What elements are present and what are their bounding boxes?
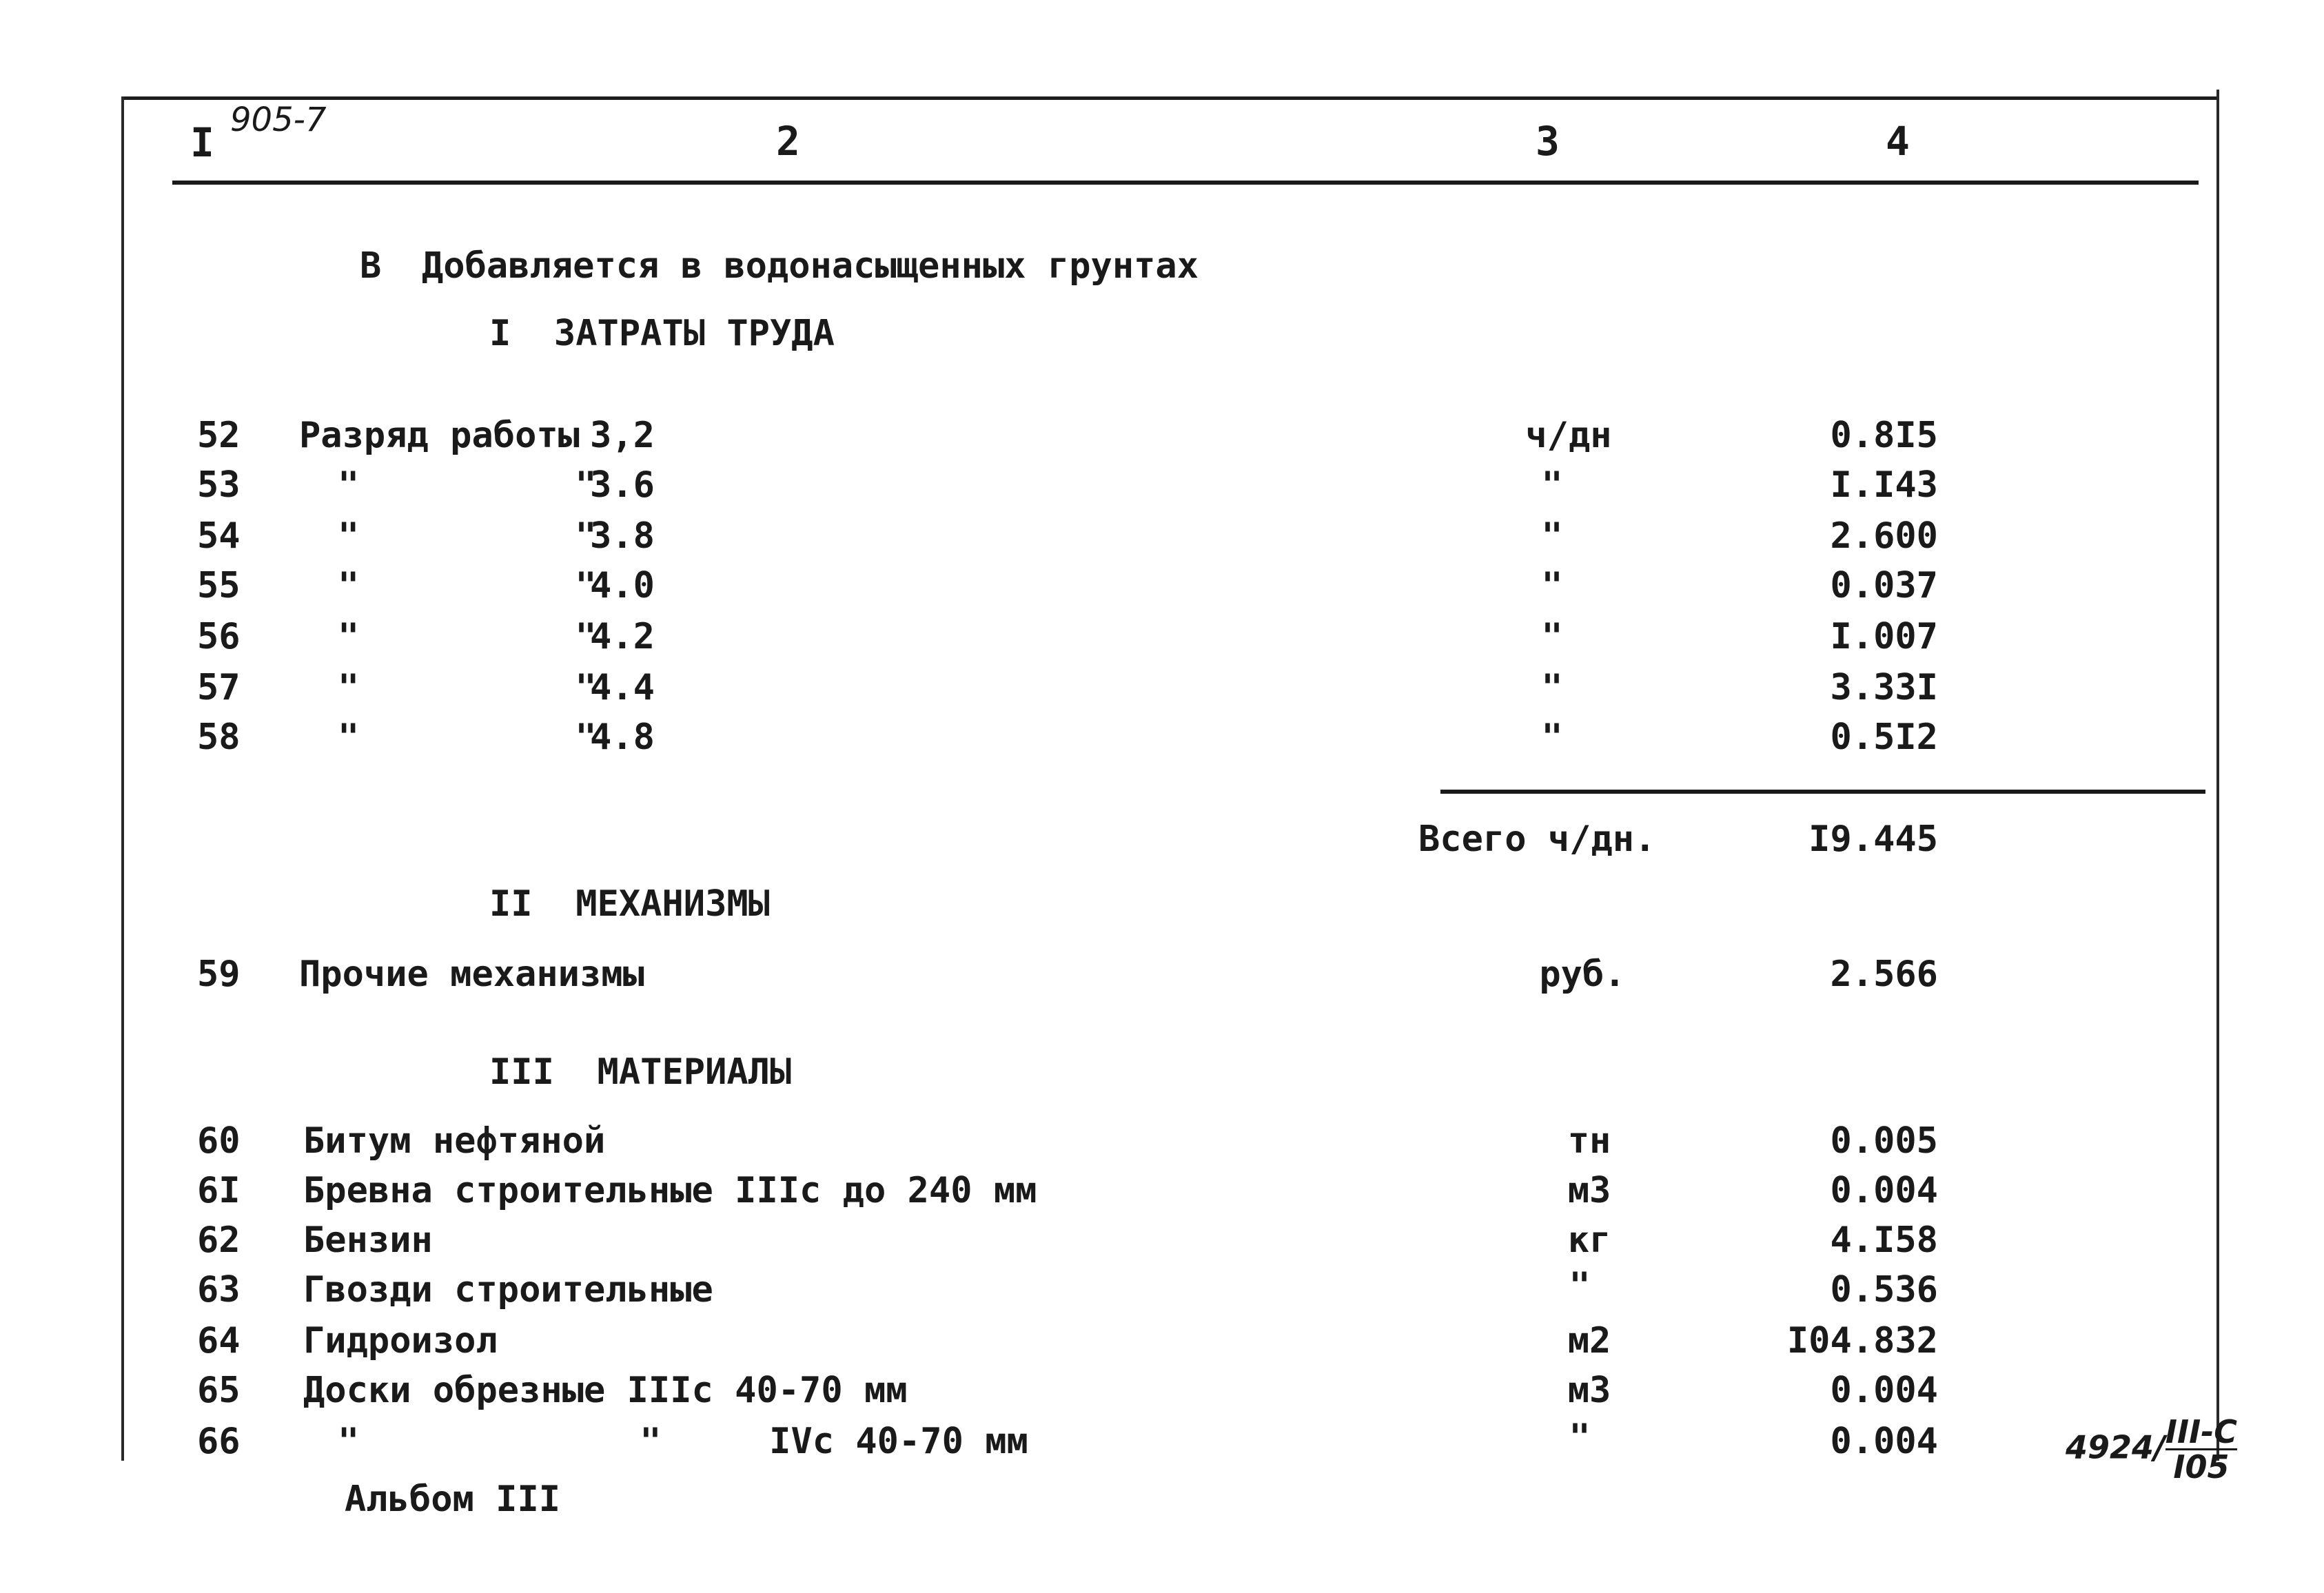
row-grade: 3.8 <box>590 515 655 557</box>
sheet-code-denominator: I05 <box>2173 1448 2230 1486</box>
row-value: 0.037 <box>1830 565 1938 606</box>
row-grade: 4.8 <box>590 717 655 758</box>
row-name: " " <box>338 717 597 758</box>
row-unit: " <box>1541 667 1563 708</box>
row-number: 63 <box>197 1269 241 1311</box>
frame-top-border <box>121 96 2219 100</box>
row-number: 55 <box>197 565 241 606</box>
section-letter: В <box>360 245 382 287</box>
row-value: 0.004 <box>1830 1421 1938 1462</box>
row-number: 56 <box>197 616 241 657</box>
row-grade: 3.6 <box>590 464 655 506</box>
row-grade: 3,2 <box>590 415 655 456</box>
sheet-code-numerator: III-C <box>2165 1413 2238 1450</box>
row-unit: " <box>1569 1417 1591 1458</box>
row-number: 64 <box>197 1320 241 1361</box>
row-unit: " <box>1541 515 1563 557</box>
row-name: Бензин <box>303 1220 433 1261</box>
row-number: 62 <box>197 1220 241 1261</box>
row-unit: м3 <box>1567 1370 1611 1411</box>
header-rule <box>172 181 2199 185</box>
row-value: 2.566 <box>1830 954 1938 995</box>
row-name: " " <box>338 464 597 506</box>
row-number: 53 <box>197 464 241 506</box>
row-unit: м3 <box>1567 1170 1611 1211</box>
labor-heading: I ЗАТРАТЫ ТРУДА <box>489 313 835 354</box>
sheet-code-prefix: 4924/ <box>2066 1428 2165 1466</box>
row-name: " " <box>338 565 597 606</box>
row-value: 4.I58 <box>1830 1220 1938 1261</box>
total-label: Всего ч/дн. <box>1418 819 1656 860</box>
row-name: Бревна строительные IIIс до 240 мм <box>303 1170 1037 1211</box>
row-grade: 4.4 <box>590 667 655 708</box>
row-name: Доски обрезные IIIс 40-70 мм <box>303 1370 908 1411</box>
row-value: 0.536 <box>1830 1269 1938 1311</box>
row-unit: " <box>1541 717 1563 758</box>
row-value: 0.004 <box>1830 1370 1938 1411</box>
row-unit: " <box>1541 565 1563 606</box>
mechanisms-heading: II МЕХАНИЗМЫ <box>489 883 770 925</box>
row-name: " " <box>338 616 597 657</box>
header-col4: 4 <box>1886 118 1910 165</box>
row-value: 0.004 <box>1830 1170 1938 1211</box>
row-unit: " <box>1541 616 1563 657</box>
row-value: 3.33I <box>1830 667 1938 708</box>
row-grade: 4.2 <box>590 616 655 657</box>
album-label: Альбом III <box>345 1479 561 1520</box>
row-value: I.007 <box>1830 616 1938 657</box>
row-name: " " <box>338 667 597 708</box>
row-value: I04.832 <box>1786 1320 1938 1361</box>
row-unit: " <box>1541 464 1563 506</box>
row-unit: ч/дн <box>1525 415 1612 456</box>
row-value: 2.600 <box>1830 515 1938 557</box>
row-number: 58 <box>197 717 241 758</box>
row-number: 57 <box>197 667 241 708</box>
row-number: 65 <box>197 1370 241 1411</box>
frame-right-border <box>2216 90 2219 1461</box>
total-value: I9.445 <box>1808 819 1938 860</box>
row-name: Гидроизол <box>303 1320 498 1361</box>
total-rule <box>1440 790 2205 794</box>
row-unit: м2 <box>1567 1320 1611 1361</box>
row-unit: " <box>1569 1265 1591 1306</box>
row-name: Гвозди строительные <box>303 1269 713 1311</box>
row-number: 54 <box>197 515 241 557</box>
row-unit: кг <box>1567 1220 1611 1261</box>
sheet-code <box>2043 1378 2237 1484</box>
row-value: 0.5I2 <box>1830 717 1938 758</box>
materials-heading: III МАТЕРИАЛЫ <box>489 1051 792 1093</box>
header-col2: 2 <box>776 118 800 165</box>
section-title: Добавляется в водонасыщенных грунтах <box>422 245 1199 287</box>
row-name: " " IVс 40-70 мм <box>338 1421 1028 1462</box>
row-name: " " <box>338 515 597 557</box>
row-name: Битум нефтяной <box>303 1120 606 1162</box>
row-value: I.I43 <box>1830 464 1938 506</box>
row-number: 6I <box>197 1170 241 1211</box>
row-name: Разряд работы <box>299 415 580 456</box>
header-col3: 3 <box>1536 118 1560 165</box>
row-number: 66 <box>197 1421 241 1462</box>
row-number: 60 <box>197 1120 241 1162</box>
row-grade: 4.0 <box>590 565 655 606</box>
row-unit: тн <box>1567 1120 1611 1162</box>
row-value: 0.005 <box>1830 1120 1938 1162</box>
row-unit: руб. <box>1539 954 1626 995</box>
row-number: 59 <box>197 954 241 995</box>
frame-left-border <box>121 96 124 1461</box>
row-number: 52 <box>197 415 241 456</box>
doc-code: 905-7 <box>230 101 327 139</box>
header-col1: I <box>190 119 214 166</box>
row-value: 0.8I5 <box>1830 415 1938 456</box>
row-name: Прочие механизмы <box>299 954 644 995</box>
